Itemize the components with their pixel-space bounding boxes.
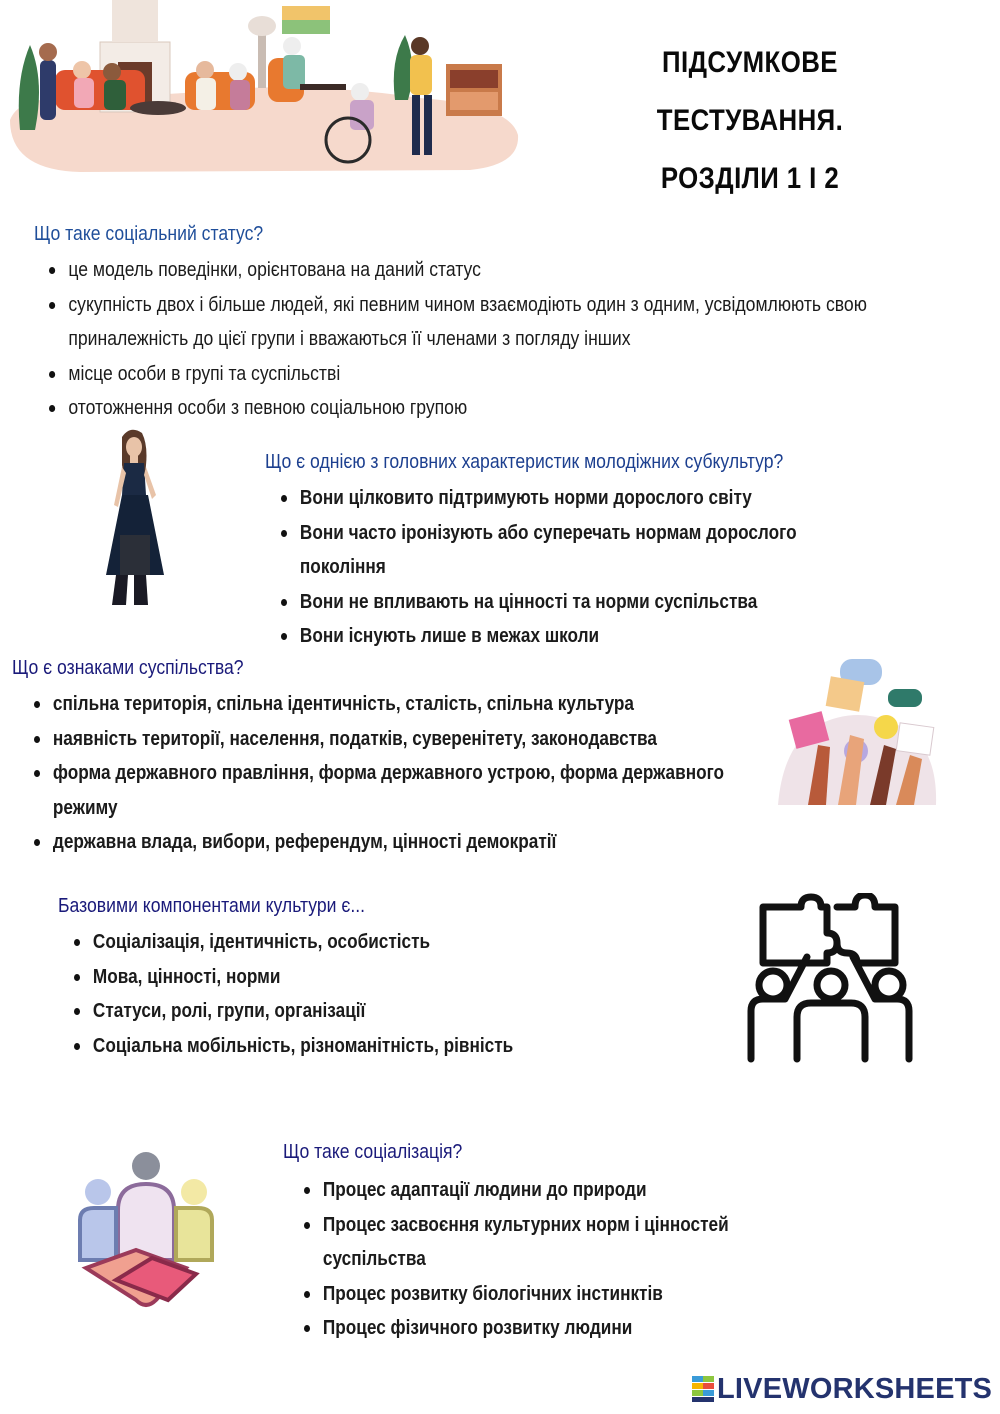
question-5-option-1[interactable]: Процес адаптації людини до природи xyxy=(304,1173,820,1208)
liveworksheets-badge-icon xyxy=(692,1376,714,1402)
question-2-options xyxy=(281,481,831,654)
question-5-options xyxy=(304,1173,820,1346)
handshake-group-illustration xyxy=(76,1150,216,1312)
question-3-option-3[interactable]: форма державного правління, форма державного устрою, форма державного режиму xyxy=(34,756,756,825)
question-2-option-2[interactable]: Вони часто іронізують або суперечать нормам дорослого покоління xyxy=(281,516,831,585)
question-1-option-2[interactable]: сукупність двох і більше людей, які певним чином взаємодіють один з одним, усвідомлюють свою приналежність до цієї групи і вважаються її членами з погляду інших xyxy=(49,288,986,357)
question-2-option-3[interactable]: Вони не впливають на цінності та норми суспільства xyxy=(281,585,831,620)
question-3-option-2[interactable]: наявність території, населення, податків, суверенітету, законодавства xyxy=(34,722,756,757)
question-4-options xyxy=(74,925,693,1063)
question-1-option-1[interactable]: це модель поведінки, орієнтована на даний статус xyxy=(49,253,986,288)
question-1-options xyxy=(49,253,986,426)
teamwork-puzzle-icon xyxy=(745,893,915,1063)
question-4-text: Базовими компонентами культури є... xyxy=(58,895,366,917)
question-2-text: Що є однією з головних характеристик молодіжних субкультур? xyxy=(265,451,784,473)
title-line-1: ПІДСУМКОВЕ ТЕСТУВАННЯ. xyxy=(656,46,844,137)
question-4-option-3[interactable]: Статуси, ролі, групи, організації xyxy=(74,994,693,1029)
question-4-option-2[interactable]: Мова, цінності, норми xyxy=(74,960,693,995)
question-4-option-4[interactable]: Соціальна мобільність, різноманітність, рівність xyxy=(74,1029,693,1064)
question-1-text: Що таке соціальний статус? xyxy=(34,223,264,245)
page-title xyxy=(587,34,914,208)
logo-text: LIVEWORKSHEETS xyxy=(717,1372,993,1405)
goth-girl-illustration xyxy=(100,425,170,610)
question-3-text: Що є ознаками суспільства? xyxy=(12,657,244,679)
question-1-option-4[interactable]: ототожнення особи з певною соціальною групою xyxy=(49,391,986,426)
question-5-text: Що таке соціалізація? xyxy=(283,1141,463,1163)
question-4-option-1[interactable]: Соціалізація, ідентичність, особистість xyxy=(74,925,693,960)
question-1-option-3[interactable]: місце особи в групі та суспільстві xyxy=(49,357,986,392)
question-2-option-1[interactable]: Вони цілковито підтримують норми дорослого світу xyxy=(281,481,831,516)
question-5-option-2[interactable]: Процес засвоєння культурних норм і цінностей суспільства xyxy=(304,1208,820,1277)
question-5-option-3[interactable]: Процес розвитку біологічних інстинктів xyxy=(304,1277,820,1312)
question-3-option-1[interactable]: спільна територія, спільна ідентичність, сталість, спільна культура xyxy=(34,687,756,722)
living-room-illustration xyxy=(0,0,525,178)
liveworksheets-logo[interactable] xyxy=(692,1372,992,1406)
question-3-options xyxy=(34,687,756,860)
question-3-option-4[interactable]: державна влада, вибори, референдум, цінності демократії xyxy=(34,825,756,860)
raised-hands-illustration xyxy=(778,655,940,813)
question-5-option-4[interactable]: Процес фізичного розвитку людини xyxy=(304,1311,820,1346)
title-line-2: РОЗДІЛИ 1 І 2 xyxy=(660,162,840,195)
question-2-option-4[interactable]: Вони існують лише в межах школи xyxy=(281,619,831,654)
